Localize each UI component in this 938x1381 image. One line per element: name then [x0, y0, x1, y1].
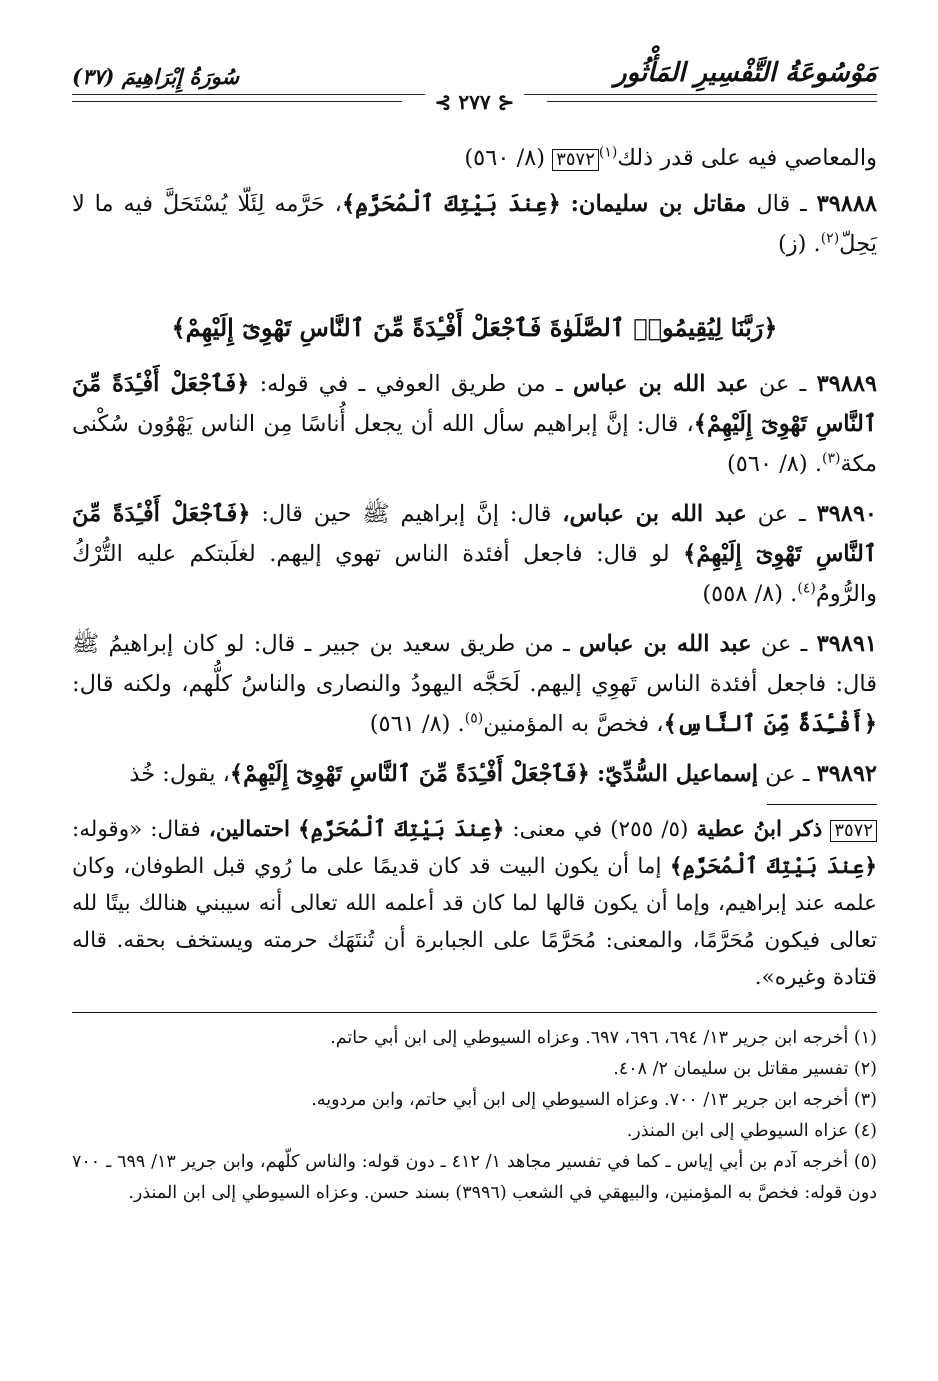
- cross-ref-box: ٣٥٧٢: [552, 149, 599, 171]
- commentary-separator: [767, 804, 877, 805]
- volume-ref: . (٨/ ٥٦١): [369, 711, 465, 737]
- footnote-5: (٥) أخرجه آدم بن أبي إياس ـ كما في تفسير مجاهد ١/ ٤١٢ ـ دون قوله: والناس كلّهم، وابن جرير ١٣/ ٦٩٩ ـ ٧٠٠ دون قوله: فخصَّ به المؤمنين، والبيهقي في الشعب (٣٩٩٦) بسند حسن. وعزاه السيوطي إلى ابن المنذر.: [72, 1152, 877, 1203]
- quran-quote: ﴿فَٱجْعَلْ أَفْـِٔدَةً مِّنَ ٱلنَّاسِ تَهْوِىٓ إِلَيْهِمْ﴾: [72, 501, 877, 567]
- quran-quote: ﴿عِندَ بَيْتِكَ ٱلْمُحَرَّمِ﴾: [669, 854, 877, 879]
- footnote-marker: (٣): [821, 450, 841, 467]
- footnote-4: (٤) عزاه السيوطي إلى ابن المنذر.: [626, 1121, 877, 1141]
- entry-39891: [72, 624, 877, 744]
- entry-text: ، قال: إنَّ إبراهيم سأل الله أن يجعل أُناسًا مِن الناس يَهْوُون سُكْنى مكة: [72, 411, 877, 477]
- surah-title: سُورَةُ إِبْرَاهِيمَ (٣٧): [72, 64, 240, 89]
- entry-39888: [72, 184, 877, 264]
- footnote-1: (١) أخرجه ابن جرير ١٣/ ٦٩٤، ٦٩٦، ٦٩٧. وعزاه السيوطي إلى ابن أبي حاتم.: [330, 1028, 877, 1048]
- entry-number: ٣٩٨٨٨: [816, 191, 878, 217]
- page: [72, 52, 877, 1342]
- entry-number: ٣٩٨٩٠: [816, 501, 878, 527]
- narrator-name: إسماعيل السُّدِّيّ:: [596, 761, 758, 787]
- quran-quote: ﴿عِندَ بَيْتِكَ ٱلْمُحَرَّمِ﴾: [341, 191, 561, 217]
- quran-quote: ﴿أَفْـِٔدَةً مِّنَ ٱلنَّاسِ﴾: [663, 711, 877, 737]
- entry-text: ، فخصَّ به المؤمنين: [483, 711, 664, 737]
- entry-text: قال: إنَّ إبراهيم ﷺ حين قال:: [261, 501, 552, 527]
- narrator-name: عبد الله بن عباس: [572, 371, 749, 397]
- quran-quote: ﴿عِندَ بَيْتِكَ ٱلْمُحَرَّمِ﴾: [297, 817, 505, 842]
- intro-text: والمعاصي فيه على قدر ذلك: [617, 145, 877, 171]
- footnote-marker: (٢): [820, 230, 840, 247]
- narrator-name: عبد الله بن عباس،: [562, 501, 747, 527]
- footnote-separator: [72, 1012, 877, 1013]
- entry-text: ـ من طريق سعيد بن جبير ـ قال: لو كان إبراهيمُ ﷺ قال: فاجعل أفئدة الناس تَهوِي إليهم. لَحَجَّه اليهودُ والنصارى والناسُ كلُّهم، ولكنه قال:: [72, 631, 877, 697]
- verse-heading: ﴿رَبَّنَا لِيُقِيمُوا۟ ٱلصَّلَوٰةَ فَٱجْعَلْ أَفْـِٔدَةً مِّنَ ٱلنَّاسِ تَهْوِىٓ إِلَيْهِمْ﴾: [171, 313, 778, 342]
- page-number-text: ٢٧٧: [458, 90, 491, 114]
- volume-ref: (٨/ ٥٦٠): [464, 145, 546, 171]
- narrator-name: عبد الله بن عباس: [579, 631, 752, 657]
- entry-pre: ـ عن: [765, 761, 810, 787]
- entry-text: لو قال: فاجعل أفئدة الناس تهوي إليهم. لغلَبتكم عليه التُّرْكُ والرُّومُ: [72, 541, 877, 607]
- volume-ref: . (٨/ ٥٥٨): [702, 581, 798, 607]
- entry-number: ٣٩٨٩٢: [816, 761, 877, 787]
- footnote-marker: (٤): [797, 580, 816, 597]
- commentary-text: فقال: «وقوله:: [72, 817, 201, 842]
- entry-39889: [72, 364, 877, 484]
- narrator-name: مقاتل بن سليمان:: [570, 191, 747, 217]
- book-title: مَوْسُوعَةُ التَّفْسِيرِ المَأْثُور: [614, 58, 877, 88]
- main-text: [72, 138, 877, 1209]
- intro-line: [72, 138, 877, 178]
- footnote-marker: (١): [598, 144, 618, 161]
- commentary-note: [72, 811, 877, 996]
- page-number-bar: [72, 90, 877, 112]
- entry-39890: [72, 494, 877, 614]
- volume-ref: . (ز): [777, 231, 821, 257]
- footnote-2: (٢) تفسير مقاتل بن سليمان ٢/ ٤٠٨.: [613, 1059, 877, 1079]
- footnote-3: (٣) أخرجه ابن جرير ١٣/ ٧٠٠. وعزاه السيوطي إلى ابن أبي حاتم، وابن مردويه.: [311, 1090, 877, 1110]
- entry-pre: ـ عن: [757, 501, 806, 527]
- entry-text: ، يقول: خُذ: [129, 761, 230, 787]
- rule-right: [547, 101, 877, 102]
- commentary-cite: (٥/ ٢٥٥) في معنى:: [512, 817, 689, 842]
- entry-39892: [72, 754, 877, 794]
- entry-number: ٣٩٨٨٩: [816, 371, 878, 397]
- cross-ref-box: ٣٥٧٢: [830, 820, 877, 842]
- entry-number: ٣٩٨٩١: [816, 631, 878, 657]
- entry-pre: ـ عن: [758, 371, 807, 397]
- entry-text: ، حَرَّمه لِئَلّا يُسْتَحَلَّ فيه ما لا يَحِلّ: [72, 191, 877, 257]
- quran-quote: ﴿فَٱجْعَلْ أَفْـِٔدَةً مِّنَ ٱلنَّاسِ تَهْوِىٓ إِلَيْهِمْ﴾: [229, 761, 590, 787]
- footnote-marker: (٥): [464, 710, 484, 727]
- commentator-name: ذكر ابنُ عطية: [696, 817, 823, 842]
- commentary-bold: احتمالين،: [208, 817, 290, 842]
- entry-text: ـ من طريق العوفي ـ في قوله:: [259, 371, 563, 397]
- quran-quote: ﴿فَٱجْعَلْ أَفْـِٔدَةً مِّنَ ٱلنَّاسِ تَهْوِىٓ إِلَيْهِمْ﴾: [72, 371, 877, 437]
- entry-pre: ـ قال: [756, 191, 807, 217]
- commentary-rest: إما أن يكون البيت قد كان قديمًا على ما رُوي قبل الطوفان، وكان علمه عند إبراهيم، وإما أن يكون قالها لما كان قد أعلمه الله تعالى أنه سيبني هنالك بيتًا لله تعالى فيكون مُحَرَّمًا، والمعنى: مُحَرَّمًا على الجبابرة أن تُنتَهَك حرمته ويستخف بحقه. قاله قتادة وغيره».: [72, 854, 877, 990]
- footnotes: [72, 1023, 877, 1209]
- entry-pre: ـ عن: [760, 631, 808, 657]
- volume-ref: . (٨/ ٥٦٠): [727, 451, 822, 477]
- page-number: ⊰ ٢٧٧ ⊱: [425, 90, 525, 114]
- rule-left: [72, 101, 402, 102]
- running-header: [72, 52, 877, 95]
